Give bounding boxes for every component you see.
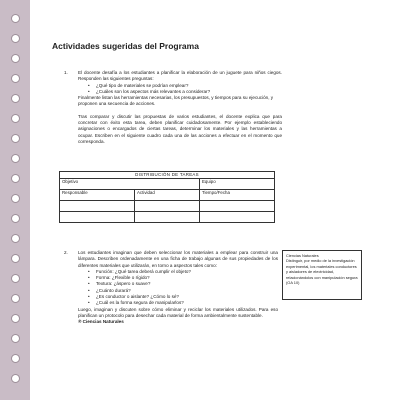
question-item: • ¿Cuáles son los aspectos más relevantes a considerar?: [88, 89, 282, 95]
activity-1-questions: [88, 83, 282, 96]
actividad-header: Actividad: [135, 190, 200, 201]
question-item: • ¿Qué tipo de materiales se podrían emplear?: [88, 83, 282, 89]
activity-1-number: 1.: [64, 70, 68, 75]
table-cell: [135, 201, 200, 212]
binder-hole: [11, 74, 20, 83]
binder-hole: [11, 334, 20, 343]
activity-1-followup: Finalmente listan las herramientas necesarias, los presupuestos, y tiempos para su ejecución, y proponen una secuencia de acciones.: [78, 95, 274, 107]
binder-hole: [11, 374, 20, 383]
aspect-item: • ¿Cuál es la forma segura de manipularlos?: [88, 300, 278, 306]
table-cell: [200, 212, 275, 223]
responsable-header: Responsable: [60, 190, 135, 201]
page-title: Actividades sugeridas del Programa: [52, 41, 199, 51]
aspect-item: • Forma: ¿Flexible o rígido?: [88, 275, 278, 281]
activity-2-closing: Luego, imaginan y discuten sobre cómo eliminar y reciclar los materiales utilizados. Para eso planifican un protocolo para desechar cada material de forma ambientalmente sustentable.: [78, 306, 278, 318]
objetivo-cell: Objetivo: [60, 179, 200, 190]
aspect-item: • ¿Es conductor o aislante? ¿Cómo lo sé?: [88, 294, 278, 300]
table-cell: [200, 201, 275, 212]
activity-2: [78, 250, 278, 326]
binder-hole: [11, 314, 20, 323]
binder-hole: [11, 114, 20, 123]
activity-2-signature: ® Ciencias Naturales: [78, 319, 124, 325]
binder-hole: [11, 134, 20, 143]
activity-2-number: 2.: [64, 250, 68, 255]
binder-hole: [11, 14, 20, 23]
table-title: DISTRIBUCIÓN DE TAREAS: [60, 172, 275, 179]
learning-objective-box: [282, 250, 362, 300]
task-distribution-table: [59, 171, 275, 223]
binder-hole: [11, 94, 20, 103]
binder-hole: [11, 154, 20, 163]
aspect-item: • Función: ¿Qué tarea deberá cumplir el objeto?: [88, 269, 278, 275]
equipo-cell: Equipo: [200, 179, 275, 190]
activity-1: [78, 70, 282, 145]
side-box-title: Ciencias Naturales: [286, 253, 319, 258]
activity-2-aspects: [88, 269, 278, 307]
binder-hole: [11, 214, 20, 223]
binder-hole: [11, 354, 20, 363]
table-cell: [60, 212, 135, 223]
binder-hole: [11, 54, 20, 63]
tiempo-header: Tiempo/Fecha: [200, 190, 275, 201]
binder-hole: [11, 234, 20, 243]
activity-1-intro: El docente desafía a los estudiantes a planificar la elaboración de un juguete para niños ciegos. Responden las siguientes preguntas:: [78, 70, 282, 82]
aspect-item: • ¿Cuánto durará?: [88, 288, 278, 294]
binder-hole: [11, 254, 20, 263]
side-box-text: Distinguir, por medio de la investigación experimental, los materiales conductores y aisladores de electricidad, relacionándolos con manipulación segura (OA 10): [286, 258, 358, 286]
binder-hole: [11, 34, 20, 43]
aspect-item: • Textura: ¿áspero o suave?: [88, 281, 278, 287]
table-cell: [135, 212, 200, 223]
activity-2-intro: Los estudiantes imaginan que deben seleccionar los materiales a emplear para construir una lámpara. Describen ordenadamente en una ficha de trabajo algunas de sus propiedades de los diferentes materiales que utilizarán, en torno a aspectos tales como:: [78, 250, 278, 268]
binder-hole: [11, 294, 20, 303]
binder-margin: [0, 0, 30, 400]
table-cell: [60, 201, 135, 212]
binder-hole: [11, 274, 20, 283]
binder-hole: [11, 194, 20, 203]
activity-1-paragraph: Tras comparar y discutir las propuestas de varios estudiantes, el docente explica que para concretar con éxito esta tarea, deben planificar cuidadosamente. Por ejemplo estableciendo asignaciones o encargados de ciertas tareas, determinar los materiales y las herramientas a ocupar. Escriben en el siguiente cuadro cada una de las acciones a efectuar en el momento que corresponda.: [78, 113, 282, 144]
binder-hole: [11, 174, 20, 183]
